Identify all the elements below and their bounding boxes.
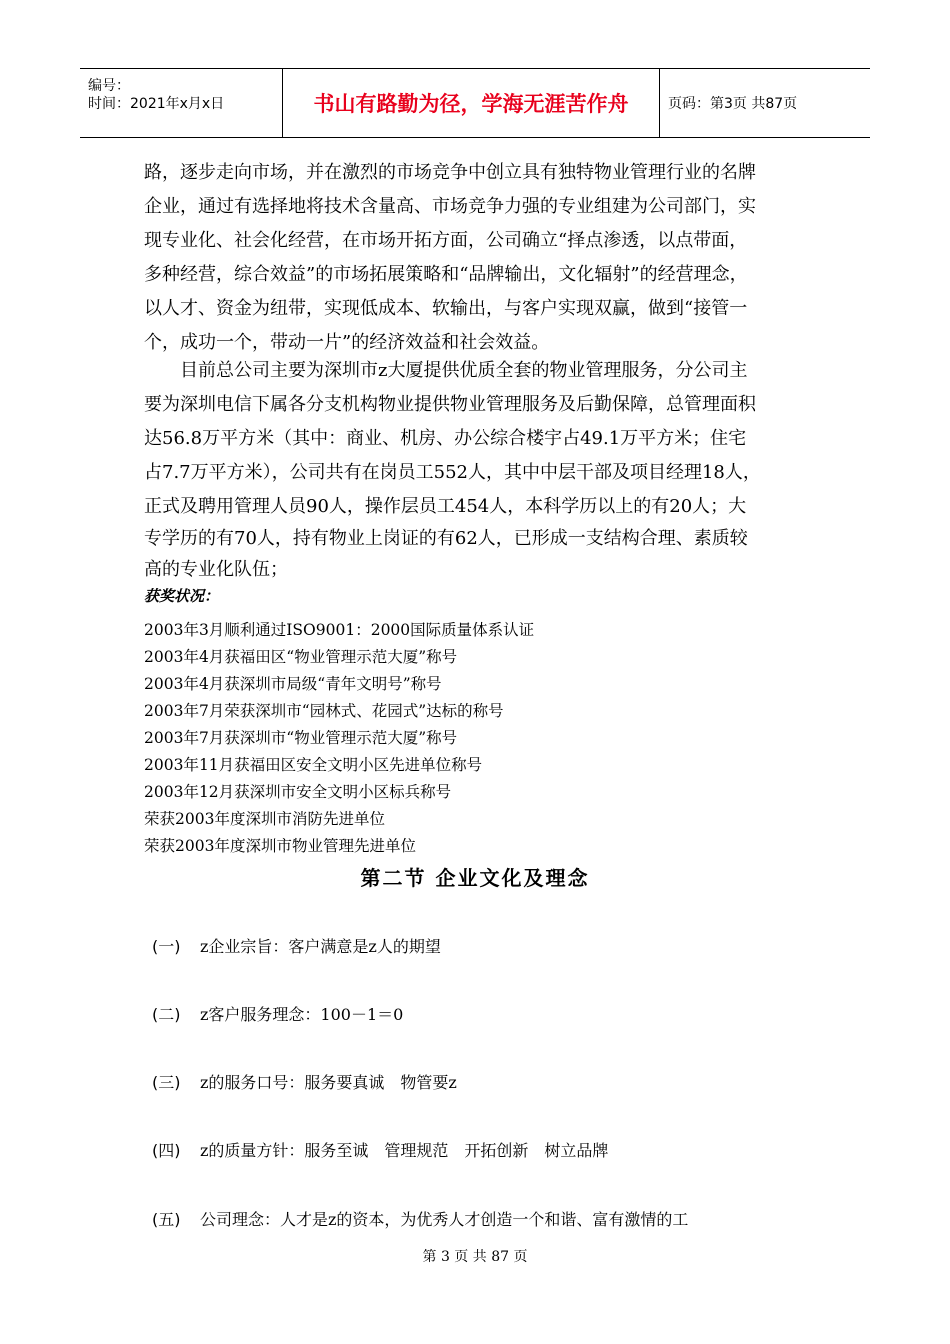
paragraph-line: 要为深圳电信下属各分支机构物业提供物业管理服务及后勤保障，总管理面积	[144, 394, 756, 415]
paragraph-line: 多种经营，综合效益”的市场拓展策略和“品牌输出，文化辐射”的经营理念，	[144, 264, 748, 285]
paragraph-line: 正式及聘用管理人员90人，操作层员工454人，本科学历以上的有20人；大	[144, 496, 747, 517]
awards-title: 获奖状况：	[144, 587, 220, 605]
page-header	[80, 68, 870, 138]
header-motto: 书山有路勤为径，学海无涯苦作舟	[282, 69, 660, 137]
award-item: 荣获2003年度深圳市物业管理先进单位	[144, 837, 416, 855]
culture-item-number: (二)	[152, 1005, 181, 1024]
culture-item-text: z客户服务理念：100－1＝0	[200, 1005, 404, 1024]
culture-item-number: (五)	[152, 1210, 181, 1229]
paragraph-line: 专学历的有70人，持有物业上岗证的有62人，已形成一支结构合理、素质较	[144, 528, 748, 549]
culture-item	[152, 1207, 688, 1230]
award-item: 2003年12月获深圳市安全文明小区标兵称号	[144, 783, 452, 801]
award-item: 2003年4月获深圳市局级“青年文明号”称号	[144, 675, 442, 693]
award-item: 2003年11月获福田区安全文明小区先进单位称号	[144, 756, 483, 774]
culture-item	[152, 1138, 608, 1161]
culture-item-text: 公司理念：人才是z的资本，为优秀人才创造一个和谐、富有激情的工	[200, 1210, 689, 1229]
award-item: 2003年7月荣获深圳市“园林式、花园式”达标的称号	[144, 702, 504, 720]
culture-item-number: (四)	[152, 1141, 181, 1160]
number-label: 编号：	[88, 78, 130, 94]
award-item: 荣获2003年度深圳市消防先进单位	[144, 810, 385, 828]
culture-item-number: (一)	[152, 937, 181, 956]
culture-item	[152, 1002, 403, 1025]
paragraph-line: 企业，通过有选择地将技术含量高、市场竞争力强的专业组建为公司部门，实	[144, 196, 756, 217]
paragraph-line: 高的专业化队伍；	[144, 559, 288, 580]
award-item: 2003年3月顺利通过ISO9001：2000国际质量体系认证	[144, 621, 535, 639]
paragraph-line: 以人才、资金为纽带，实现低成本、软输出，与客户实现双赢，做到“接管一	[144, 298, 748, 319]
award-item: 2003年4月获福田区“物业管理示范大厦”称号	[144, 648, 458, 666]
date-label: 时间：2021年x月x日	[88, 96, 225, 112]
paragraph-line: 现专业化、社会化经营，在市场开拓方面，公司确立“择点渗透，以点带面，	[144, 230, 748, 251]
paragraph-line: 占7.7万平方米），公司共有在岗员工552人，其中中层干部及项目经理18人，	[144, 462, 761, 483]
paragraph-line: 目前总公司主要为深圳市z大厦提供优质全套的物业管理服务，分公司主	[144, 360, 748, 381]
culture-item-text: z的服务口号：服务要真诚 物管要z	[200, 1073, 457, 1092]
section-heading: 第二节 企业文化及理念	[360, 866, 590, 890]
header-page-info: 页码：第3页 共87页	[668, 96, 798, 112]
culture-item-text: z的质量方针：服务至诚 管理规范 开拓创新 树立品牌	[200, 1141, 609, 1160]
paragraph-line: 达56.8万平方米（其中：商业、机房、办公综合楼宇占49.1万平方米；住宅	[144, 428, 747, 449]
paragraph-line: 路，逐步走向市场，并在激烈的市场竞争中创立具有独特物业管理行业的名牌	[144, 162, 756, 183]
page-footer: 第 3 页 共 87 页	[422, 1249, 528, 1265]
header-meta	[80, 69, 282, 137]
culture-item-number: (三)	[152, 1073, 181, 1092]
culture-item	[152, 934, 441, 957]
culture-item-text: z企业宗旨：客户满意是z人的期望	[200, 937, 441, 956]
culture-item	[152, 1070, 457, 1093]
award-item: 2003年7月获深圳市“物业管理示范大厦”称号	[144, 729, 458, 747]
paragraph-line: 个，成功一个，带动一片”的经济效益和社会效益。	[144, 332, 550, 353]
